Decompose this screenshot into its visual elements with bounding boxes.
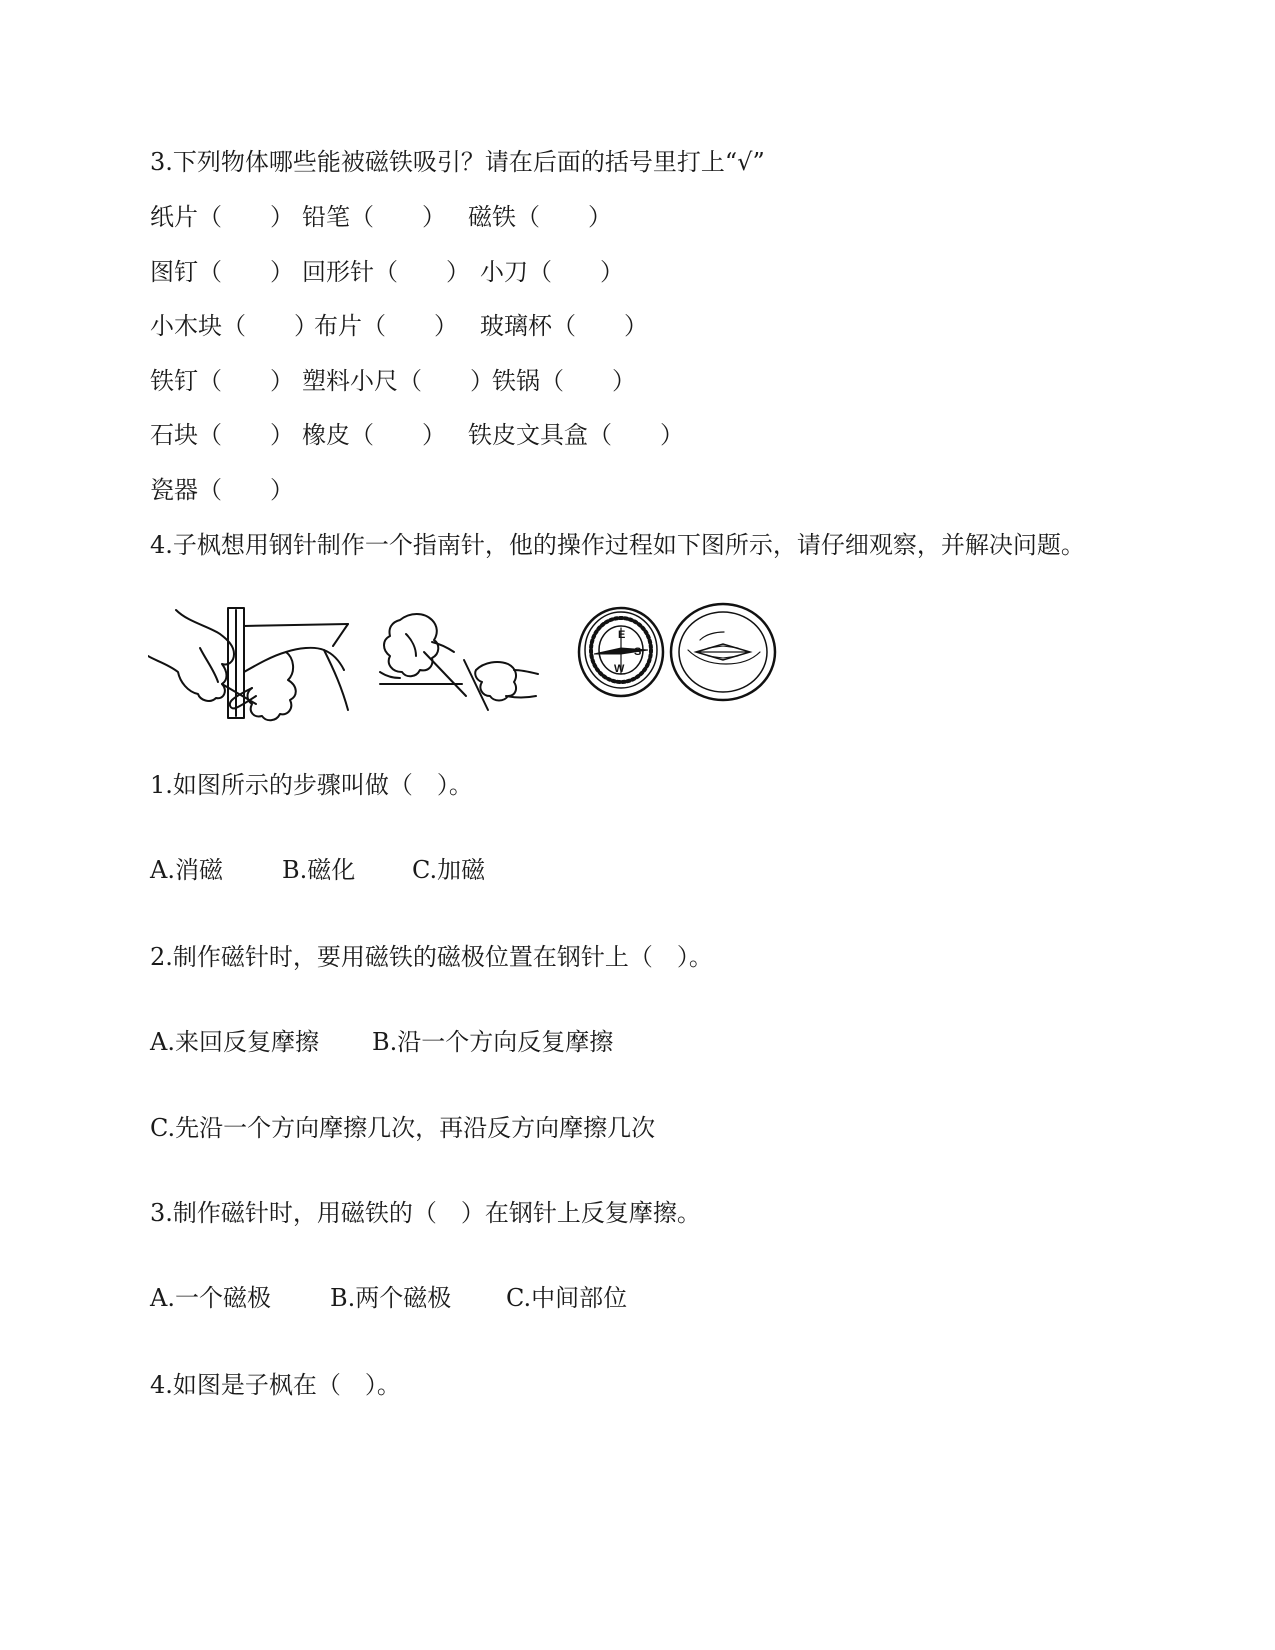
- sub3-option-b: B.两个磁极: [330, 1284, 452, 1312]
- q4-figures: [148, 600, 818, 750]
- sub2-options: [150, 1027, 1050, 1057]
- q3-item: 铅笔（ ）: [302, 203, 446, 231]
- q3-item: 铁钉（ ）: [150, 367, 294, 395]
- q3-item: 塑料小尺（ ）: [302, 367, 494, 395]
- q3-row-3: [150, 311, 1050, 341]
- q4-title: 4.子枫想用钢针制作一个指南针，他的操作过程如下图所示，请仔细观察，并解决问题。: [150, 531, 1085, 559]
- sub3-option-a: A.一个磁极: [150, 1284, 271, 1312]
- floating-needle-dish-icon: [668, 600, 778, 704]
- q3-item: 小刀（ ）: [480, 258, 624, 286]
- q3-item: 瓷器（ ）: [150, 476, 294, 504]
- q3-item: 纸片（ ）: [150, 203, 294, 231]
- compass-letter-s: S: [634, 646, 642, 658]
- sub3-option-c: C.中间部位: [506, 1284, 628, 1312]
- sub4-question: 4.如图是子枫在（ ）。: [150, 1371, 401, 1399]
- compass-letter-w: W: [614, 663, 625, 675]
- hands-holding-needle-icon: [376, 600, 546, 750]
- q3-row-4: [150, 366, 1050, 396]
- sub1-option-a: A.消磁: [150, 856, 223, 884]
- q3-item: 磁铁（ ）: [468, 203, 612, 231]
- q3-row-5: [150, 420, 1050, 450]
- q3-item: 玻璃杯（ ）: [480, 312, 648, 340]
- compass-letter-e: E: [618, 629, 626, 641]
- sub1-question: 1.如图所示的步骤叫做（ ）。: [150, 771, 473, 799]
- compass-icon: [576, 600, 666, 700]
- q3-item: 石块（ ）: [150, 421, 294, 449]
- sub1-option-b: B.磁化: [282, 856, 356, 884]
- q3-title: 3.下列物体哪些能被磁铁吸引？请在后面的括号里打上“√”: [150, 148, 765, 176]
- q3-item: 图钉（ ）: [150, 258, 294, 286]
- sub3-options: [150, 1283, 1050, 1313]
- sub3-question: 3.制作磁针时，用磁铁的（ ）在钢针上反复摩擦。: [150, 1199, 701, 1227]
- sub2-option-a: A.来回反复摩擦: [150, 1028, 319, 1056]
- q3-item: 回形针（ ）: [302, 258, 470, 286]
- q3-item: 铁锅（ ）: [492, 367, 636, 395]
- q3-row-6: [150, 475, 1050, 505]
- sub1-options: [150, 855, 1050, 885]
- sub2-option-c: C.先沿一个方向摩擦几次，再沿反方向摩擦几次: [150, 1114, 656, 1142]
- sub2-option-b: B.沿一个方向反复摩擦: [372, 1028, 614, 1056]
- q3-item: 铁皮文具盒（ ）: [468, 421, 684, 449]
- q3-item: 橡皮（ ）: [302, 421, 446, 449]
- hands-rubbing-needle-on-magnet-icon: [148, 600, 363, 750]
- q3-item: 布片（ ）: [314, 312, 458, 340]
- q3-row-1: [150, 202, 1050, 232]
- sub2-question: 2.制作磁针时，要用磁铁的磁极位置在钢针上（ ）。: [150, 943, 713, 971]
- q3-item: 小木块（ ）: [150, 312, 318, 340]
- sub1-option-c: C.加磁: [412, 856, 486, 884]
- q3-row-2: [150, 257, 1050, 287]
